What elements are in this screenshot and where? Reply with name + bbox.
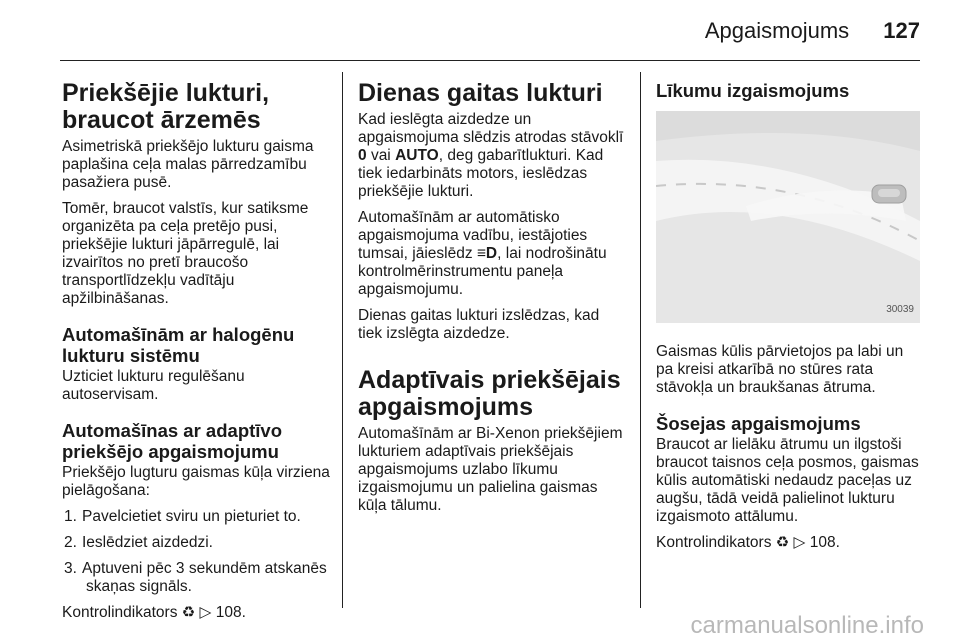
paragraph-daytime-2: Automašīnām ar automātisko apgaismojuma vadību, iestājoties tumsai, jāieslēdz ≡D, lai nodrošinātu kontrolmērinstrumentu paneļa apgaismojumu. — [358, 209, 607, 298]
paragraph-curve: Gaismas kūlis pārvietojos pa labi un pa kreisi atkarībā no stūres rata stāvokļa un braukšanas ātruma. — [656, 343, 904, 396]
curve-lighting-illustration — [656, 111, 920, 323]
page-number: 127 — [883, 18, 920, 43]
heading-daytime-lights: Dienas gaitas lukturi — [358, 79, 603, 107]
column-3 — [656, 80, 924, 560]
paragraph-daytime-1: Kad ieslēgta aizdedze un apgaismojuma slēdzis atrodas stāvoklī 0 vai AUTO, deg gabarītlukturi. Kad tiek iedarbināts motors, ieslēdzas priekšējie lukturi. — [358, 111, 624, 200]
curve-lighting-graphic — [656, 111, 920, 323]
page-header — [705, 18, 920, 44]
column-divider-2 — [640, 72, 641, 608]
list-item: 3. Aptuveni pēc 3 sekundēm atskanēs skaņas signāls. — [64, 560, 327, 595]
indicator-reference: Kontrolindikators ♻ ▷ 108. — [656, 534, 840, 551]
heading-adaptive-forward-lighting: Adaptīvais priekšējais apgaismojums — [358, 366, 621, 421]
heading-highway-lighting: Šosejas apgaismojums — [656, 413, 861, 434]
page-ref-icon: ▷ — [199, 604, 212, 621]
paragraph-highway: Braucot ar lielāku ātrumu un ilgstoši braucot taisnos ceļa posmos, gaismas kūlis automātiski nedaudz paceļas uz augšu, tādā veidā palielinot lukturu izgaismoto attālumu. — [656, 436, 919, 525]
page-header-title: Apgaismojums — [704, 18, 850, 43]
paragraph-daytime-3: Dienas gaitas lukturi izslēdzas, kad tiek izslēgta aizdedze. — [358, 307, 600, 342]
paragraph-afl: Automašīnām ar Bi-Xenon priekšējiem lukturiem adaptīvais priekšējais apgaismojums uzlabo līkumu izgaismojumu un palielina gaismas kūļa tālumu. — [358, 425, 623, 514]
heading-headlights-abroad: Priekšējie lukturi, braucot ārzemēs — [62, 79, 270, 134]
watermark: carmanualsonline.info — [690, 612, 924, 639]
headlight-range-indicator-icon: ♻ — [181, 604, 196, 621]
heading-halogen: Automašīnām ar halogēnu lukturu sistēmu — [62, 324, 295, 366]
paragraph-adaptive: Priekšējo lugturu gaismas kūļa virziena pielāgošana: — [62, 464, 330, 499]
indicator-reference: Kontrolindikators ♻ ▷ 108. — [62, 604, 246, 621]
page-ref-icon: ▷ — [793, 534, 806, 551]
headlight-range-indicator-icon: ♻ — [775, 534, 790, 551]
heading-adaptive-lighting: Automašīnas ar adaptīvo priekšējo apgaismojumu — [62, 420, 283, 462]
list-item: 1. Pavelcietiet sviru un pieturiet to. — [64, 508, 301, 525]
steps-list — [62, 508, 330, 596]
column-divider-1 — [342, 72, 343, 608]
column-2 — [358, 80, 626, 523]
paragraph-abroad-1: Asimetriskā priekšējo lukturu gaisma paplašina ceļa malas pārredzamību pasažiera pusē. — [62, 138, 314, 191]
low-beam-icon: ≡D — [476, 245, 498, 262]
figure-number: 30039 — [886, 304, 914, 315]
header-rule — [60, 60, 920, 61]
column-1 — [62, 80, 330, 630]
paragraph-halogen: Uzticiet lukturu regulēšanu autoservisam. — [62, 368, 245, 403]
list-item: 2. Ieslēdziet aizdedzi. — [64, 534, 213, 551]
heading-curve-lighting: Līkumu izgaismojums — [656, 80, 850, 101]
paragraph-abroad-2: Tomēr, braucot valstīs, kur satiksme organizēta pa ceļa pretējo pusi, priekšējie lukturi jāpārregulē, lai izvairītos no pretī braucošo transportlīdzekļu vadītāju apžilbināšanas. — [62, 200, 309, 307]
